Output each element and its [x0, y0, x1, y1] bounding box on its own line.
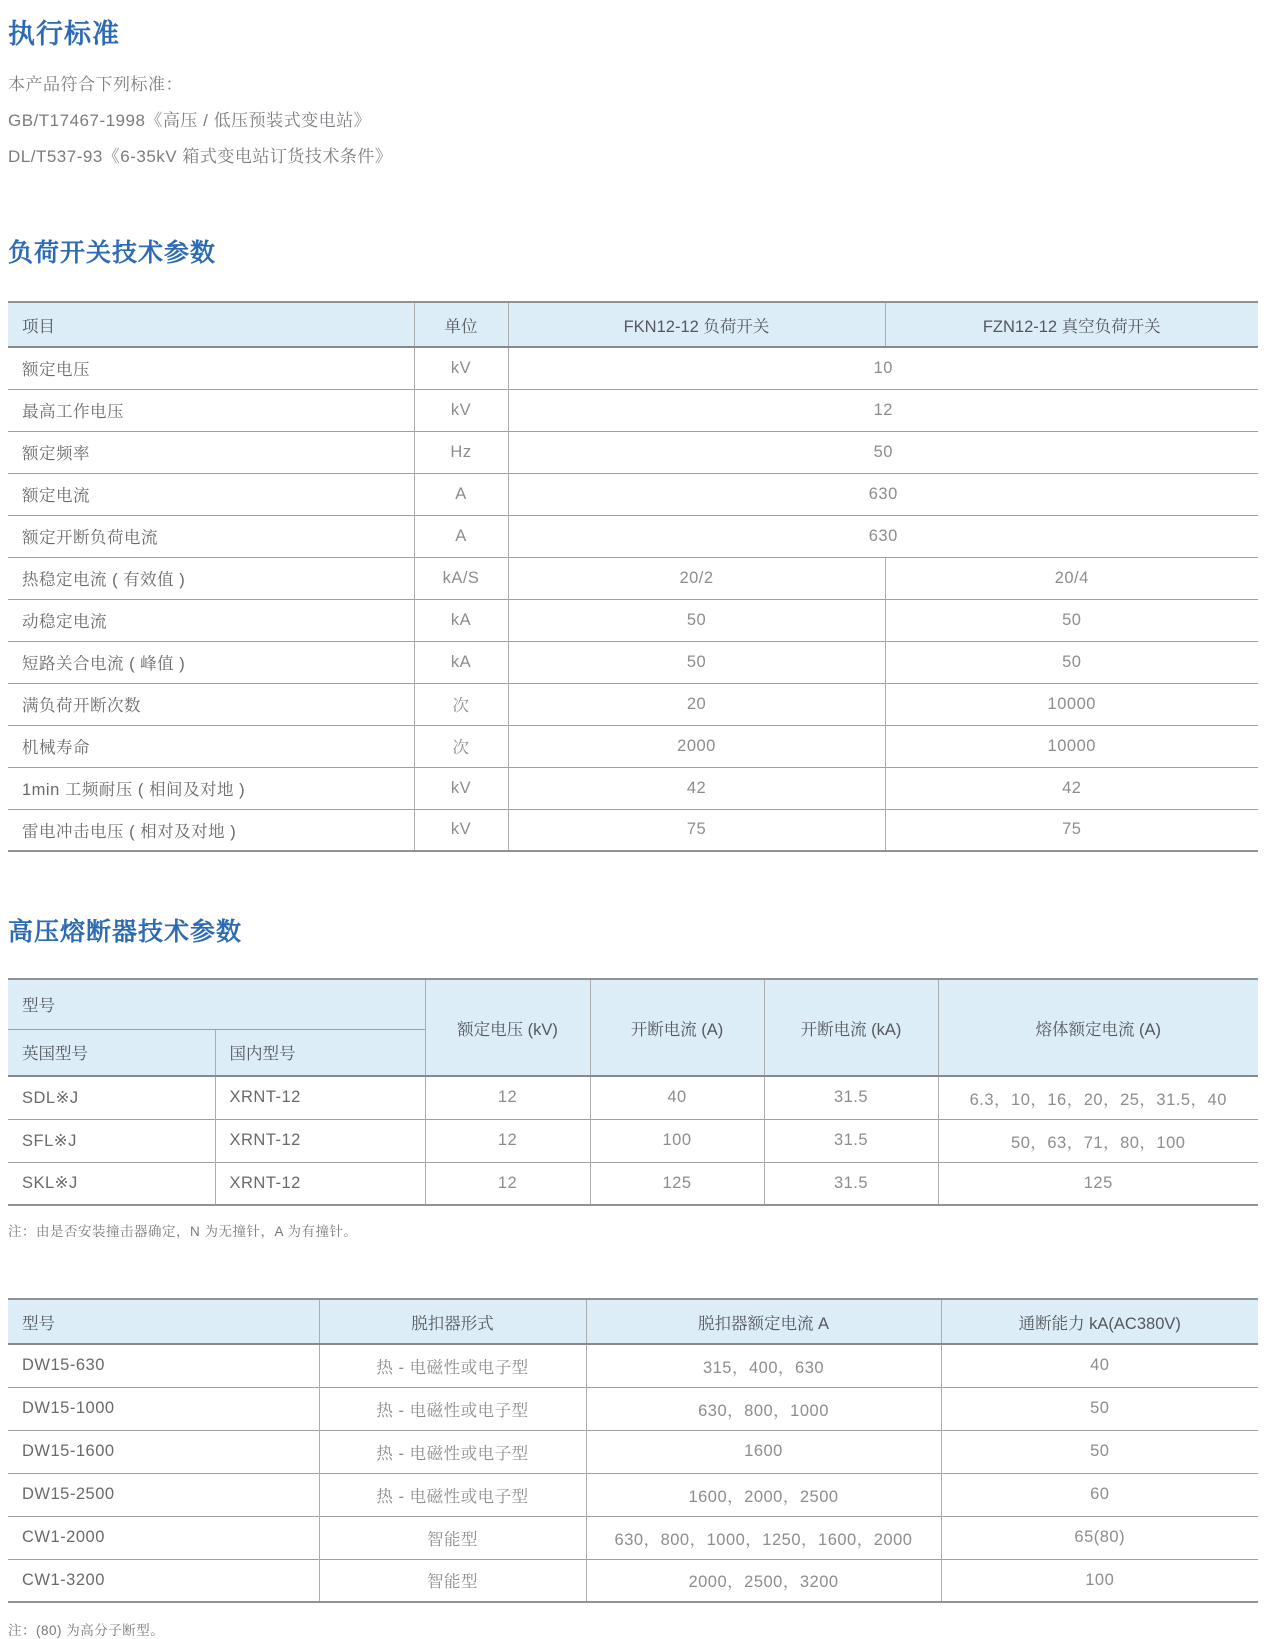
cell-breaking-current-ka: 31.5: [764, 1119, 938, 1162]
cell-fzn-value: 50: [885, 599, 1258, 641]
cell-unit: kA: [414, 599, 508, 641]
cell-fzn-value: 75: [885, 809, 1258, 851]
cell-fuse-rated-current: 50，63，71，80，100: [938, 1119, 1258, 1162]
standard-item: DL/T537-93《6-35kV 箱式变电站订货技术条件》: [8, 147, 393, 166]
table-row: [8, 1076, 1258, 1119]
col-header-model: 型号: [8, 979, 425, 1029]
col-header-uk-model: 英国型号: [8, 1029, 215, 1076]
col-header-breaking-capacity: 通断能力 kA(AC380V): [941, 1299, 1258, 1344]
col-header-fkn: FKN12-12 负荷开关: [508, 302, 885, 347]
col-header-breaking-current-ka: 开断电流 (kA): [764, 979, 938, 1076]
cell-value: 50: [508, 431, 1258, 473]
cell-breaking-current-a: 40: [590, 1076, 764, 1119]
col-header-rated-voltage: 额定电压 (kV): [425, 979, 590, 1076]
cell-unit: kV: [414, 347, 508, 389]
cell-breaking-current-ka: 31.5: [764, 1162, 938, 1205]
cell-fuse-rated-current: 6.3，10，16，20，25，31.5，40: [938, 1076, 1258, 1119]
cell-trip-rated-current: 315，400，630: [586, 1344, 941, 1387]
col-header-cn-model: 国内型号: [215, 1029, 425, 1076]
table-row: [8, 1430, 1258, 1473]
col-header-fzn: FZN12-12 真空负荷开关: [885, 302, 1258, 347]
col-header-fuse-rated-current: 熔体额定电流 (A): [938, 979, 1258, 1076]
cell-unit: kV: [414, 767, 508, 809]
cell-fzn-value: 10000: [885, 683, 1258, 725]
cell-trip-type: 热 - 电磁性或电子型: [319, 1344, 586, 1387]
cell-value: 630: [508, 473, 1258, 515]
table-header-row: [8, 1299, 1258, 1344]
col-header-trip-type: 脱扣器形式: [319, 1299, 586, 1344]
col-header-model: 型号: [8, 1299, 319, 1344]
cell-uk-model: SFL※J: [8, 1119, 215, 1162]
cell-uk-model: SKL※J: [8, 1162, 215, 1205]
cell-trip-rated-current: 630，800，1000，1250，1600，2000: [586, 1516, 941, 1559]
cell-unit: kA: [414, 641, 508, 683]
table-row: [8, 1387, 1258, 1430]
cell-breaking-capacity: 40: [941, 1344, 1258, 1387]
table-row: [8, 641, 1258, 683]
cell-fkn-value: 50: [508, 641, 885, 683]
standards-section-title: 执行标准: [8, 19, 120, 49]
cell-breaking-capacity: 65(80): [941, 1516, 1258, 1559]
breaker-table: [8, 1298, 1258, 1603]
cell-breaking-capacity: 100: [941, 1559, 1258, 1602]
fuse-section-title: 高压熔断器技术参数: [8, 918, 243, 946]
table-row: [8, 683, 1258, 725]
cell-unit: 次: [414, 725, 508, 767]
cell-item: 满负荷开断次数: [8, 683, 414, 725]
cell-item: 1min 工频耐压 ( 相间及对地 ): [8, 767, 414, 809]
cell-trip-type: 热 - 电磁性或电子型: [319, 1387, 586, 1430]
cell-fzn-value: 42: [885, 767, 1258, 809]
cell-unit: kV: [414, 389, 508, 431]
cell-breaking-capacity: 60: [941, 1473, 1258, 1516]
table-row: [8, 599, 1258, 641]
cell-breaking-capacity: 50: [941, 1387, 1258, 1430]
load-switch-table: [8, 301, 1258, 852]
fuse-table-note: 注：由是否安装撞击器确定，N 为无撞针，A 为有撞针。: [8, 1224, 358, 1239]
cell-breaking-current-ka: 31.5: [764, 1076, 938, 1119]
cell-item: 热稳定电流 ( 有效值 ): [8, 557, 414, 599]
cell-fkn-value: 50: [508, 599, 885, 641]
table-header-row: [8, 302, 1258, 347]
cell-item: 额定开断负荷电流: [8, 515, 414, 557]
cell-unit: 次: [414, 683, 508, 725]
cell-unit: kA/S: [414, 557, 508, 599]
cell-trip-rated-current: 1600，2000，2500: [586, 1473, 941, 1516]
cell-item: 额定频率: [8, 431, 414, 473]
table-row: [8, 809, 1258, 851]
col-header-breaking-current-a: 开断电流 (A): [590, 979, 764, 1076]
table-row: [8, 725, 1258, 767]
cell-item: 雷电冲击电压 ( 相对及对地 ): [8, 809, 414, 851]
cell-unit: Hz: [414, 431, 508, 473]
cell-trip-rated-current: 1600: [586, 1430, 941, 1473]
table-row: [8, 1344, 1258, 1387]
cell-cn-model: XRNT-12: [215, 1119, 425, 1162]
cell-item: 最高工作电压: [8, 389, 414, 431]
cell-model: CW1-2000: [8, 1516, 319, 1559]
cell-rated-voltage: 12: [425, 1076, 590, 1119]
cell-fkn-value: 75: [508, 809, 885, 851]
standard-item: GB/T17467-1998《高压 / 低压预装式变电站》: [8, 111, 372, 130]
cell-unit: A: [414, 515, 508, 557]
table-row: [8, 1559, 1258, 1602]
cell-rated-voltage: 12: [425, 1119, 590, 1162]
table-row: [8, 1473, 1258, 1516]
cell-cn-model: XRNT-12: [215, 1162, 425, 1205]
breaker-table-note: 注：(80) 为高分子断型。: [8, 1623, 165, 1638]
cell-value: 12: [508, 389, 1258, 431]
cell-breaking-capacity: 50: [941, 1430, 1258, 1473]
cell-fkn-value: 2000: [508, 725, 885, 767]
cell-item: 额定电压: [8, 347, 414, 389]
cell-item: 动稳定电流: [8, 599, 414, 641]
table-row: [8, 767, 1258, 809]
col-header-unit: 单位: [414, 302, 508, 347]
table-row: [8, 347, 1258, 389]
table-row: [8, 557, 1258, 599]
cell-model: DW15-630: [8, 1344, 319, 1387]
cell-trip-type: 热 - 电磁性或电子型: [319, 1473, 586, 1516]
table-row: [8, 1162, 1258, 1205]
cell-fuse-rated-current: 125: [938, 1162, 1258, 1205]
cell-trip-rated-current: 630，800，1000: [586, 1387, 941, 1430]
cell-trip-rated-current: 2000，2500，3200: [586, 1559, 941, 1602]
load-switch-section-title: 负荷开关技术参数: [8, 239, 217, 267]
cell-model: DW15-1000: [8, 1387, 319, 1430]
cell-breaking-current-a: 125: [590, 1162, 764, 1205]
cell-fkn-value: 20/2: [508, 557, 885, 599]
cell-rated-voltage: 12: [425, 1162, 590, 1205]
col-header-trip-rated-current: 脱扣器额定电流 A: [586, 1299, 941, 1344]
table-row: [8, 515, 1258, 557]
cell-fzn-value: 50: [885, 641, 1258, 683]
cell-fkn-value: 42: [508, 767, 885, 809]
cell-trip-type: 智能型: [319, 1516, 586, 1559]
cell-item: 额定电流: [8, 473, 414, 515]
table-row: [8, 1516, 1258, 1559]
cell-unit: A: [414, 473, 508, 515]
cell-breaking-current-a: 100: [590, 1119, 764, 1162]
standards-intro: 本产品符合下列标准：: [8, 75, 183, 94]
cell-uk-model: SDL※J: [8, 1076, 215, 1119]
cell-model: DW15-2500: [8, 1473, 319, 1516]
table-row: [8, 431, 1258, 473]
table-row: [8, 1119, 1258, 1162]
cell-item: 机械寿命: [8, 725, 414, 767]
table-header-row: [8, 979, 1258, 1029]
standards-paragraph: [8, 67, 1258, 175]
cell-fkn-value: 20: [508, 683, 885, 725]
fuse-table: [8, 978, 1258, 1206]
cell-value: 630: [508, 515, 1258, 557]
cell-fzn-value: 10000: [885, 725, 1258, 767]
cell-value: 10: [508, 347, 1258, 389]
cell-unit: kV: [414, 809, 508, 851]
cell-fzn-value: 20/4: [885, 557, 1258, 599]
table-row: [8, 473, 1258, 515]
table-row: [8, 389, 1258, 431]
cell-cn-model: XRNT-12: [215, 1076, 425, 1119]
cell-trip-type: 热 - 电磁性或电子型: [319, 1430, 586, 1473]
cell-model: CW1-3200: [8, 1559, 319, 1602]
cell-model: DW15-1600: [8, 1430, 319, 1473]
cell-trip-type: 智能型: [319, 1559, 586, 1602]
col-header-item: 项目: [8, 302, 414, 347]
cell-item: 短路关合电流 ( 峰值 ): [8, 641, 414, 683]
